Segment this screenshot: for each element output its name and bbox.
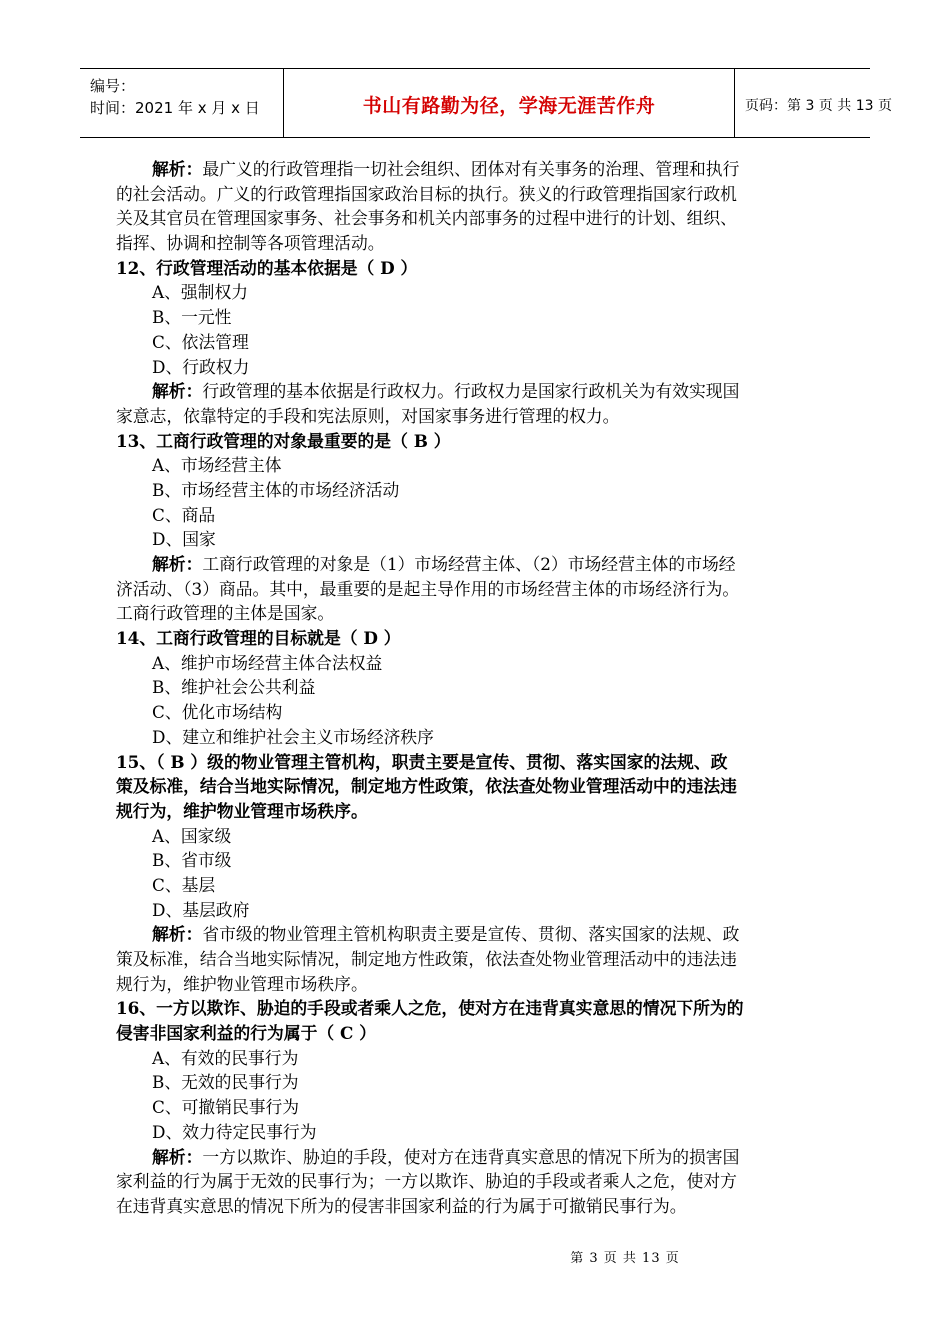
option-d: D、行政权力 <box>152 356 250 377</box>
analysis-label: 解析： <box>152 924 203 945</box>
analysis-line: 家利益的行为属于无效的民事行为；一方以欺诈、胁迫的手段或者乘人之危，使对方 <box>116 1171 737 1192</box>
page-footer <box>0 1247 950 1266</box>
option-d: D、国家 <box>152 529 216 550</box>
analysis-text: 最广义的行政管理指一切社会组织、团体对有关事务的治理、管理和执行 <box>202 159 740 179</box>
option-a: A、有效的民事行为 <box>152 1047 299 1068</box>
option-b: B、省市级 <box>152 850 232 871</box>
option-c: C、依法管理 <box>152 331 249 352</box>
analysis-line: 的社会活动。广义的行政管理指国家政治目标的执行。狭义的行政管理指国家行政机 <box>116 183 737 204</box>
option-b: B、维护社会公共利益 <box>152 677 316 698</box>
doc-code-label: 编号： <box>90 77 136 95</box>
option-a: A、维护市场经营主体合法权益 <box>152 652 383 673</box>
analysis-line <box>116 379 838 404</box>
header-right-cell <box>735 69 892 137</box>
analysis-line: 策及标准，结合当地实际情况，制定地方性政策，依法查处物业管理活动中的违法违 <box>116 949 737 969</box>
analysis-text: 省市级的物业管理主管机构职责主要是宣传、贯彻、落实国家的法规、政 <box>202 924 740 945</box>
question-15: 15、（ B ）级的物业管理主管机构，职责主要是宣传、贯彻、落实国家的法规、政 <box>116 751 728 772</box>
analysis-line: 规行为，维护物业管理市场秩序。 <box>116 973 368 994</box>
question-14: 14、工商行政管理的目标就是（ D ） <box>116 628 401 649</box>
analysis-line: 指挥、协调和控制等各项管理活动。 <box>116 233 385 254</box>
option-d: D、效力待定民事行为 <box>152 1121 317 1142</box>
analysis-line: 关及其官员在管理国家事务、社会事务和机关内部事务的过程中进行的计划、组织、 <box>116 208 737 229</box>
page-header <box>80 68 892 138</box>
header-page-code: 页码：第 3 页 共 13 页 <box>745 98 892 114</box>
analysis-label: 解析： <box>152 381 203 402</box>
header-middle-cell <box>284 69 735 137</box>
header-motto: 书山有路勤为径，学海无涯苦作舟 <box>362 95 656 117</box>
analysis-label: 解析： <box>152 159 203 179</box>
analysis-line: 工商行政管理的主体是国家。 <box>116 603 335 624</box>
analysis-text: 一方以欺诈、胁迫的手段，使对方在违背真实意思的情况下所为的损害国 <box>202 1146 740 1167</box>
option-c: C、可撤销民事行为 <box>152 1097 300 1118</box>
question-12: 12、行政管理活动的基本依据是（ D ） <box>116 257 418 278</box>
option-c: C、商品 <box>152 504 216 525</box>
analysis-text: 工商行政管理的对象是（1）市场经营主体、（2）市场经营主体的市场经 <box>202 554 736 574</box>
header-left-cell <box>80 69 284 137</box>
option-a: A、市场经营主体 <box>152 455 282 476</box>
option-c: C、基层 <box>152 874 216 895</box>
analysis-line: 济活动、（3）商品。其中，最重要的是起主导作用的市场经营主体的市场经济行为。 <box>116 578 740 599</box>
analysis-label: 解析： <box>152 1146 203 1167</box>
question-16: 16、一方以欺诈、胁迫的手段或者乘人之危，使对方在违背真实意思的情况下所为的 <box>116 998 744 1019</box>
option-b: B、无效的民事行为 <box>152 1072 299 1093</box>
analysis-line <box>116 157 838 182</box>
option-c: C、优化市场结构 <box>152 702 283 723</box>
option-b: B、市场经营主体的市场经济活动 <box>152 479 400 500</box>
option-a: A、强制权力 <box>152 282 249 303</box>
analysis-line: 在违背真实意思的情况下所为的侵害非国家利益的行为属于可撤销民事行为。 <box>116 1195 687 1216</box>
doc-time: 时间：2021 年 x 月 x 日 <box>90 99 260 117</box>
option-a: A、国家级 <box>152 825 232 846</box>
analysis-line <box>116 922 838 947</box>
footer-page-number: 第 3 页 共 13 页 <box>570 1251 680 1266</box>
analysis-line: 家意志，依靠特定的手段和宪法原则，对国家事务进行管理的权力。 <box>116 405 620 426</box>
analysis-line <box>116 552 838 577</box>
question-15-cont: 规行为，维护物业管理市场秩序。 <box>116 800 368 821</box>
option-b: B、一元性 <box>152 307 232 328</box>
analysis-label: 解析： <box>152 554 203 574</box>
document-body <box>116 157 838 1219</box>
option-d: D、基层政府 <box>152 899 250 920</box>
analysis-text: 行政管理的基本依据是行政权力。行政权力是国家行政机关为有效实现国 <box>202 381 740 402</box>
question-13: 13、工商行政管理的对象最重要的是（ B ） <box>116 430 451 451</box>
option-d: D、建立和维护社会主义市场经济秩序 <box>152 726 434 747</box>
analysis-line <box>116 1145 838 1170</box>
question-16-cont: 侵害非国家利益的行为属于（ C ） <box>116 1023 376 1044</box>
question-15-cont: 策及标准，结合当地实际情况，制定地方性政策，依法查处物业管理活动中的违法违 <box>116 776 737 797</box>
